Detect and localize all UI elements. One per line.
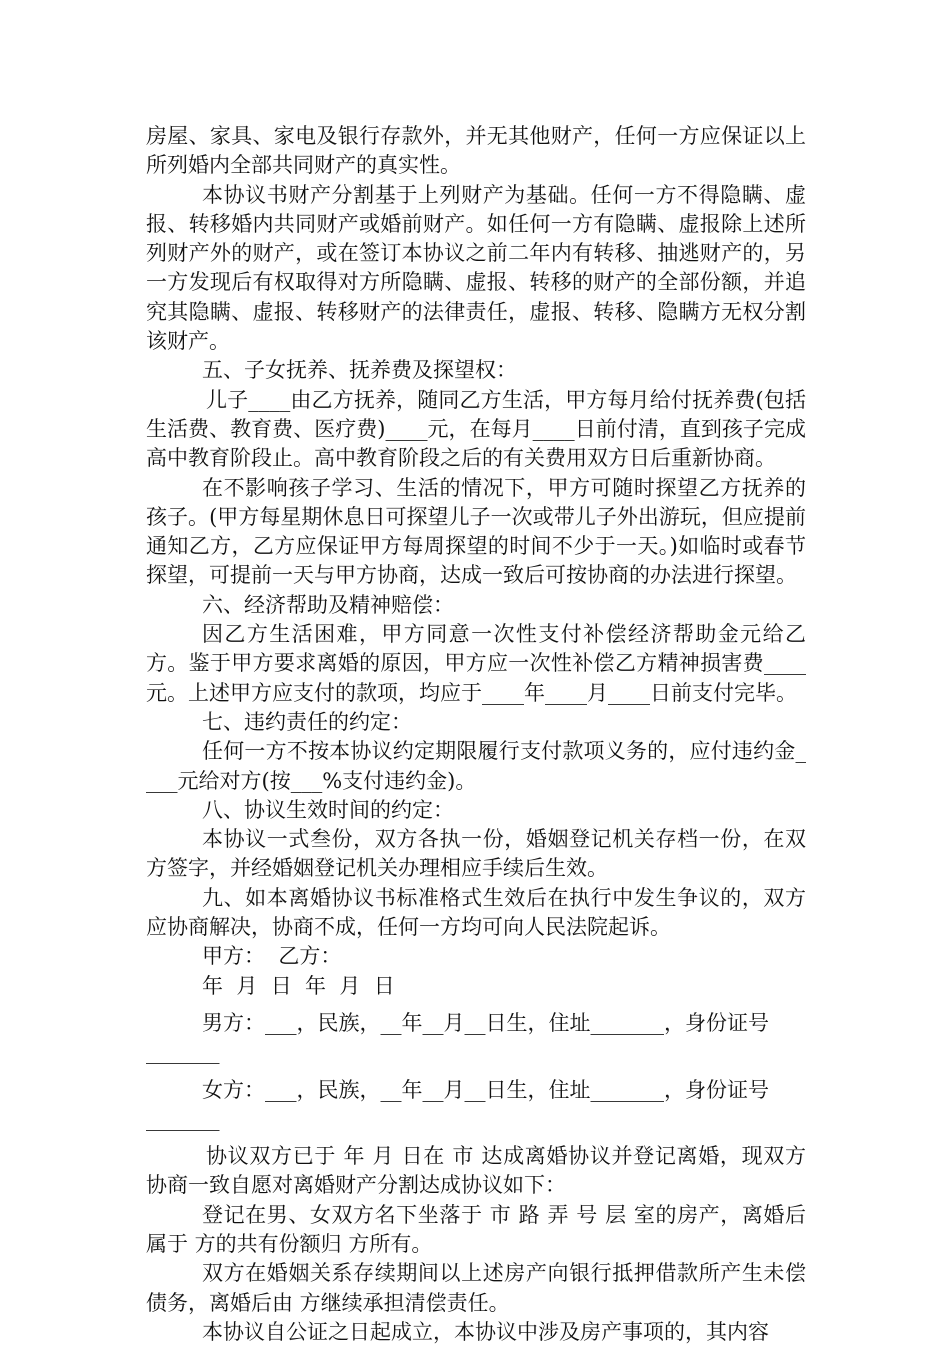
document-body bbox=[146, 122, 806, 1347]
paragraph-effective-time: 本协议一式叁份，双方各执一份，婚姻登记机关存档一份，在双方签字，并经婚姻登记机关办理相应手续后生效。 bbox=[146, 827, 806, 881]
male-id-blank: _______ bbox=[146, 1040, 220, 1065]
paragraph-property-basis: 本协议书财产分割基于上列财产为基础。任何一方不得隐瞒、虚报、转移婚内共同财产或婚前财产。如任何一方有隐瞒、虚报除上述所列财产外的财产，或在签订本协议之前二年内有转移、抽逃财产的，另一方发现后有权取得对方所隐瞒、虚报、转移的财产的全部份额，并追究其隐瞒、虚报、转移财产的法律责任，虚报、转移、隐瞒方无权分割该财产。 bbox=[146, 182, 806, 354]
heading-economic-help: 六、经济帮助及精神赔偿： bbox=[202, 592, 454, 617]
male-info-line: 男方：___，民族，__年__月__日生，住址_______，身份证号 bbox=[202, 1010, 769, 1035]
paragraph-dispute: 九、如本离婚协议书标准格式生效后在执行中发生争议的，双方应协商解决，协商不成，任何一方均可向人民法院起诉。 bbox=[146, 885, 806, 940]
heading-breach: 七、违约责任的约定： bbox=[202, 709, 412, 734]
female-id-blank: _______ bbox=[146, 1106, 220, 1131]
paragraph-mortgage-debt: 双方在婚姻关系存续期间以上述房产向银行抵押借款所产生未偿债务，离婚后由 方继续承担清偿责任。 bbox=[146, 1261, 806, 1315]
signature-date: 年 月 日 年 月 日 bbox=[202, 973, 395, 998]
paragraph-property-list: 房屋、家具、家电及银行存款外，并无其他财产，任何一方应保证以上所列婚内全部共同财产的真实性。 bbox=[146, 124, 806, 178]
paragraph-notarization: 本协议自公证之日起成立，本协议中涉及房产事项的，其内容 bbox=[202, 1319, 769, 1344]
signature-parties: 甲方： 乙方： bbox=[202, 944, 342, 969]
paragraph-divorce-registered: 协议双方已于 年 月 日在 市 达成离婚协议并登记离婚，现双方协商一致自愿对离婚财产分割达成协议如下： bbox=[146, 1144, 806, 1198]
paragraph-child-support: 儿子____由乙方抚养，随同乙方生活，甲方每月给付抚养费(包括生活费、教育费、医疗费)____元，在每月____日前付清，直到孩子完成高中教育阶段止。高中教育阶段之后的有关费用双方日后重新协商。 bbox=[146, 387, 806, 471]
paragraph-visitation: 在不影响孩子学习、生活的情况下，甲方可随时探望乙方抚养的孩子。(甲方每星期休息日可探望儿子一次或带儿子外出游玩，但应提前通知乙方，乙方应保证甲方每周探望的时间不少于一天。)如临时或春节探望，可提前一天与甲方协商，达成一致后可按协商的办法进行探望。 bbox=[146, 475, 806, 588]
paragraph-house-ownership: 登记在男、女双方名下坐落于 市 路 弄 号 层 室的房产，离婚后属于 方的共有份额归 方所有。 bbox=[146, 1202, 806, 1256]
heading-child-custody: 五、子女抚养、抚养费及探望权： bbox=[202, 358, 517, 383]
heading-effective-time: 八、协议生效时间的约定： bbox=[202, 797, 454, 822]
paragraph-breach: 任何一方不按本协议约定期限履行支付款项义务的，应付违约金____元给对方(按___%支付违约金)。 bbox=[146, 739, 806, 793]
female-info-line: 女方：___，民族，__年__月__日生，住址_______，身份证号 bbox=[202, 1077, 769, 1102]
paragraph-compensation: 因乙方生活困难，甲方同意一次性支付补偿经济帮助金元给乙方。鉴于甲方要求离婚的原因，甲方应一次性补偿乙方精神损害费____元。上述甲方应支付的款项，均应于____年____月____日前支付完毕。 bbox=[146, 622, 806, 705]
